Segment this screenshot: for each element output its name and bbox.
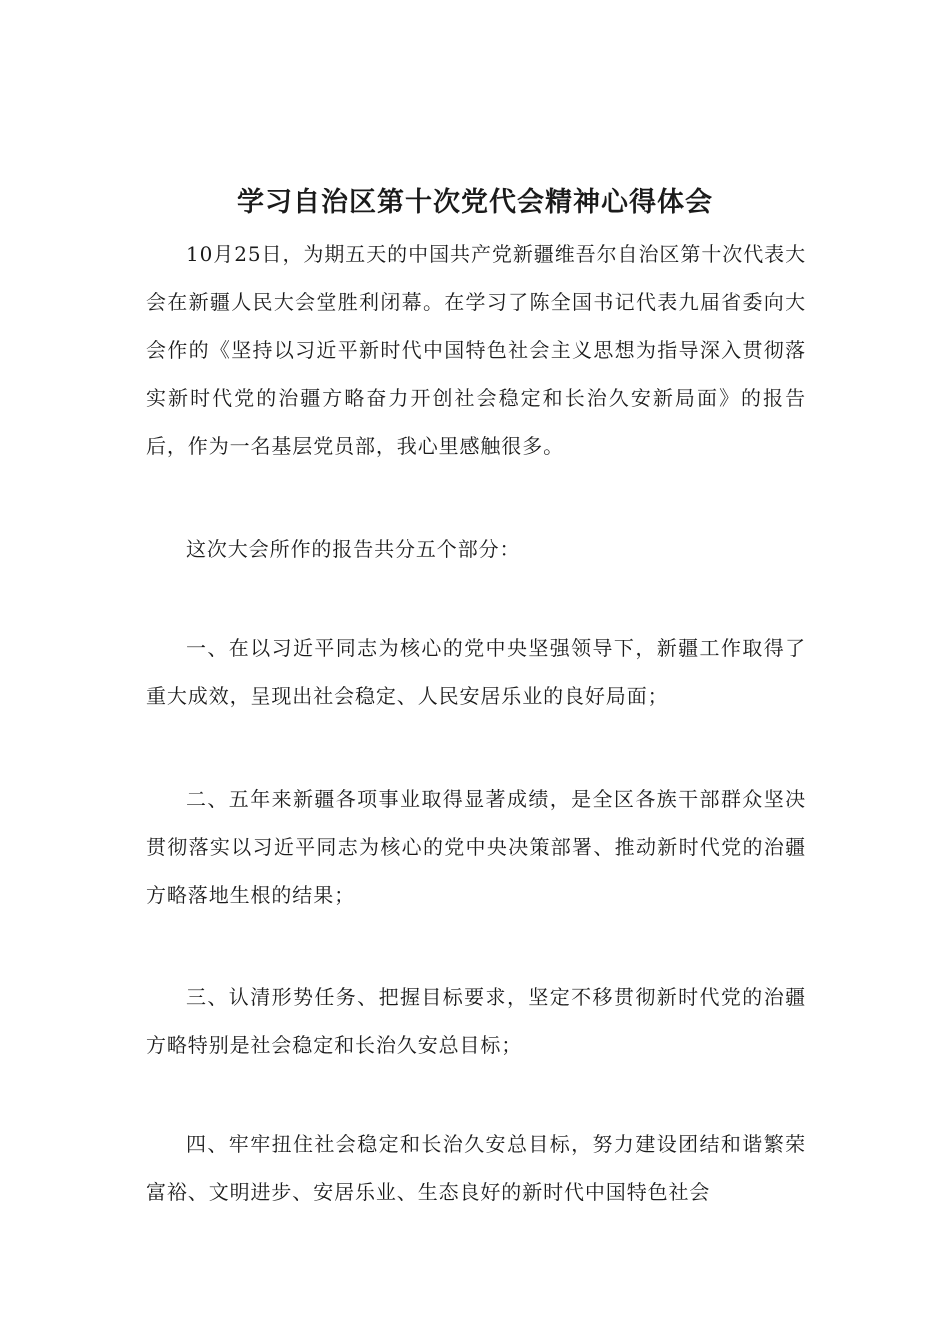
report-overview-paragraph: 这次大会所作的报告共分五个部分：: [186, 537, 521, 561]
document-title: 学习自治区第十次党代会精神心得体会: [237, 187, 713, 218]
report-part-two-paragraph: 二、五年来新疆各项事业取得显著成绩，是全区各族干部群众坚决贯彻落实以习近平同志为核心的党中央决策部署、推动新时代党的治疆方略落地生根的结果；: [146, 787, 806, 907]
report-part-one-paragraph: 一、在以习近平同志为核心的党中央坚强领导下，新疆工作取得了重大成效，呈现出社会稳定、人民安居乐业的良好局面；: [146, 636, 806, 708]
report-part-three-paragraph: 三、认清形势任务、把握目标要求，坚定不移贯彻新时代党的治疆方略特别是社会稳定和长治久安总目标；: [146, 985, 806, 1057]
report-part-four-paragraph: 四、牢牢扭住社会稳定和长治久安总目标，努力建设团结和谐繁荣富裕、文明进步、安居乐业、生态良好的新时代中国特色社会: [146, 1132, 806, 1204]
intro-paragraph: 10月25日，为期五天的中国共产党新疆维吾尔自治区第十次代表大会在新疆人民大会堂胜利闭幕。在学习了陈全国书记代表九届省委向大会作的《坚持以习近平新时代中国特色社会主义思想为指导深入贯彻落实新时代党的治疆方略奋力开创社会稳定和长治久安新局面》的报告后，作为一名基层党员部，我心里感触很多。: [146, 242, 806, 458]
